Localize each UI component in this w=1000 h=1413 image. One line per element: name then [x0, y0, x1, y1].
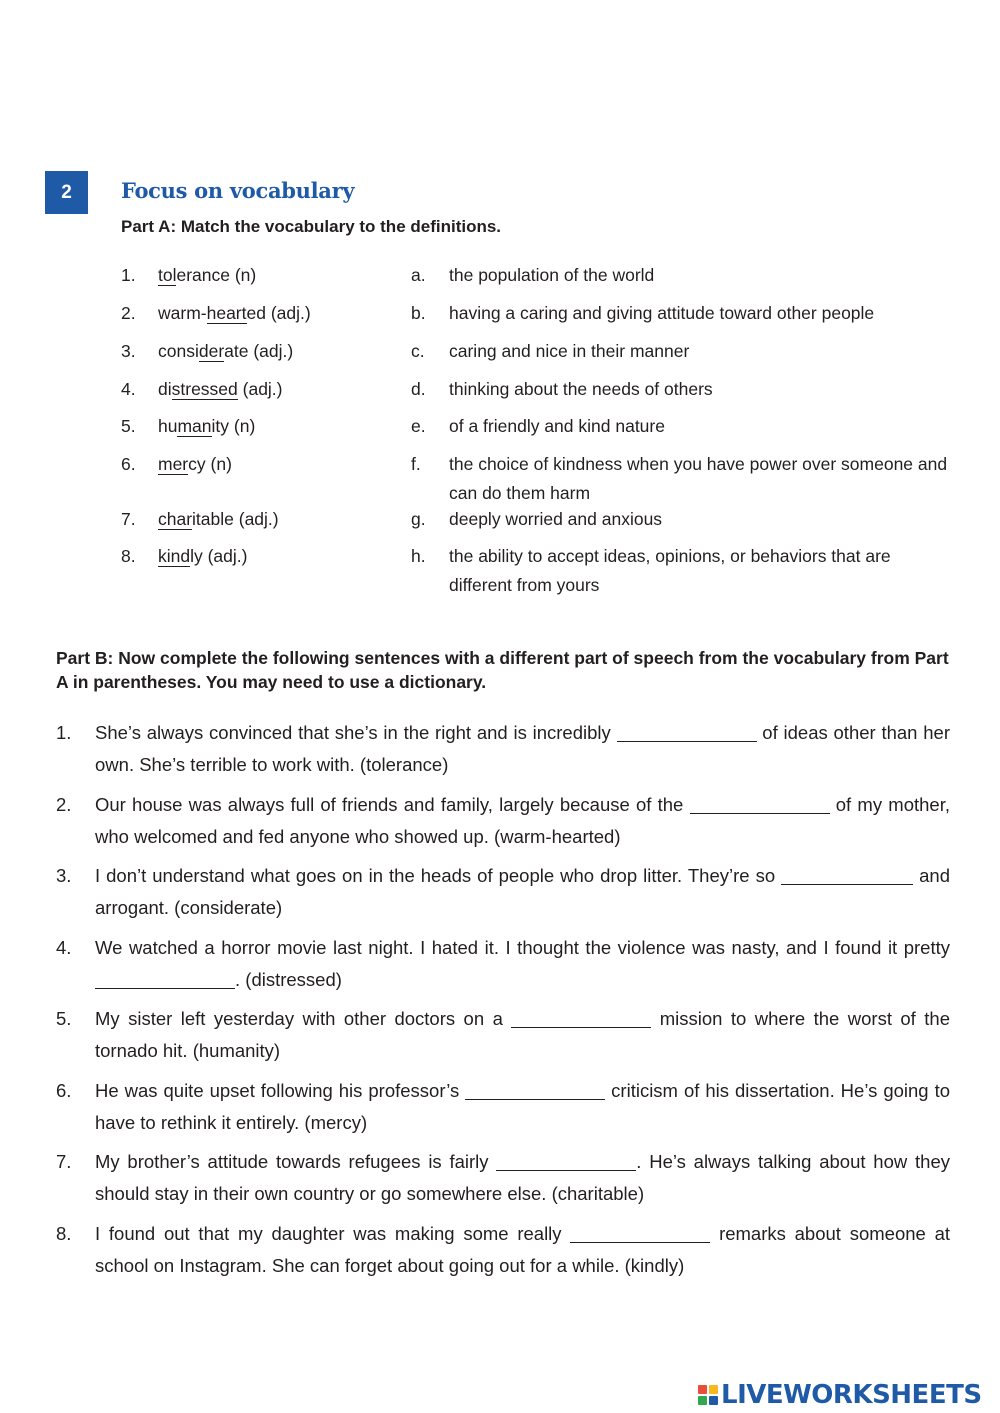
answer-blank[interactable] — [496, 1152, 636, 1171]
sentence-text: We watched a horror movie last night. I hated it. I thought the violence was nasty, and I found it pretty . (distressed) — [95, 937, 950, 990]
vocab-number: 8. — [121, 546, 136, 566]
vocab-word: humanity (n) — [158, 416, 256, 436]
section-number-badge — [45, 171, 88, 214]
definition-text: the choice of kindness when you have power over someone and can do them harm — [449, 454, 948, 503]
definition-letter: f. — [411, 454, 421, 474]
logo-square — [709, 1396, 718, 1405]
definition-text: having a caring and giving attitude toward other people — [449, 303, 875, 323]
answer-blank[interactable] — [781, 866, 913, 885]
definition-text: the ability to accept ideas, opinions, or behaviors that are different from yours — [449, 546, 891, 595]
logo-square — [698, 1396, 707, 1405]
stressed-syllable: man — [177, 416, 212, 436]
definition-letter: b. — [411, 303, 426, 323]
logo-text: LIVEWORKSHEETS — [721, 1380, 982, 1410]
sentence-text: My brother’s attitude towards refugees is fairly . He’s always talking about how they should stay in their own country or go somewhere else. (charitable) — [95, 1151, 950, 1204]
definition-letter: c. — [411, 341, 425, 361]
definition-text: deeply worried and anxious — [449, 509, 663, 529]
definition-text: thinking about the needs of others — [449, 379, 713, 399]
vocab-word: warm-hearted (adj.) — [158, 303, 311, 323]
stressed-syllable: char — [158, 509, 193, 529]
stressed-syllable: kind — [158, 546, 191, 566]
sentence-number: 8. — [56, 1223, 72, 1244]
sentence-text: I don’t understand what goes on in the heads of people who drop litter. They’re so and arrogant. (considerate) — [95, 865, 950, 918]
vocab-word: distressed (adj.) — [158, 379, 283, 399]
answer-blank[interactable] — [570, 1224, 710, 1243]
definition-text: caring and nice in their manner — [449, 341, 690, 361]
logo-square — [709, 1385, 718, 1394]
vocab-word: kindly (adj.) — [158, 546, 248, 566]
stressed-syllable: mer — [158, 454, 189, 474]
vocab-word: mercy (n) — [158, 454, 232, 474]
vocab-number: 2. — [121, 303, 136, 323]
vocab-number: 1. — [121, 265, 136, 285]
definition-text: of a friendly and kind nature — [449, 416, 665, 436]
definition-letter: h. — [411, 546, 426, 566]
answer-blank[interactable] — [690, 795, 830, 814]
answer-blank[interactable] — [95, 970, 235, 989]
sentence-number: 2. — [56, 794, 72, 815]
definition-letter: g. — [411, 509, 426, 529]
sentence-number: 5. — [56, 1008, 72, 1029]
stressed-syllable: heart — [206, 303, 247, 323]
definition-letter: d. — [411, 379, 426, 399]
definition-letter: a. — [411, 265, 426, 285]
definition-letter: e. — [411, 416, 426, 436]
part-a-instruction: Part A: Match the vocabulary to the definitions. — [121, 217, 502, 236]
sentence-text: I found out that my daughter was making some really remarks about someone at school on Instagram. She can forget about going out for a while. (kindly) — [95, 1223, 950, 1276]
section-number: 2 — [61, 181, 72, 203]
logo-square — [698, 1385, 707, 1394]
stressed-syllable: tol — [158, 265, 177, 285]
liveworksheets-logo — [698, 1378, 982, 1412]
sentence-number: 7. — [56, 1151, 72, 1172]
vocab-word: considerate (adj.) — [158, 341, 294, 361]
sentence-text: She’s always convinced that she’s in the right and is incredibly of ideas other than her own. She’s terrible to work with. (tolerance) — [95, 722, 950, 775]
answer-blank[interactable] — [617, 723, 757, 742]
logo-icon — [698, 1385, 718, 1405]
sentence-text: Our house was always full of friends and family, largely because of the of my mother, who welcomed and fed anyone who showed up. (warm-hearted) — [95, 794, 950, 847]
vocab-number: 3. — [121, 341, 136, 361]
part-b-instruction: Part B: Now complete the following sentences with a different part of speech from the vocabulary from Part A in parentheses. You may need to use a dictionary. — [56, 648, 949, 692]
vocab-number: 4. — [121, 379, 136, 399]
stressed-syllable: der — [198, 341, 225, 361]
vocab-word: tolerance (n) — [158, 265, 257, 285]
sentence-text: My sister left yesterday with other doctors on a mission to where the worst of the tornado hit. (humanity) — [95, 1008, 950, 1061]
section-title: Focus on vocabulary — [121, 178, 355, 203]
sentence-number: 1. — [56, 722, 72, 743]
sentence-number: 3. — [56, 865, 72, 886]
definition-text: the population of the world — [449, 265, 655, 285]
answer-blank[interactable] — [465, 1081, 605, 1100]
vocab-number: 6. — [121, 454, 136, 474]
vocab-number: 7. — [121, 509, 136, 529]
sentence-text: He was quite upset following his professor’s criticism of his dissertation. He’s going to have to rethink it entirely. (mercy) — [95, 1080, 950, 1133]
vocab-number: 5. — [121, 416, 136, 436]
stressed-syllable: stressed — [171, 379, 238, 399]
answer-blank[interactable] — [511, 1009, 651, 1028]
sentence-number: 4. — [56, 937, 72, 958]
vocab-word: charitable (adj.) — [158, 509, 279, 529]
sentence-number: 6. — [56, 1080, 72, 1101]
